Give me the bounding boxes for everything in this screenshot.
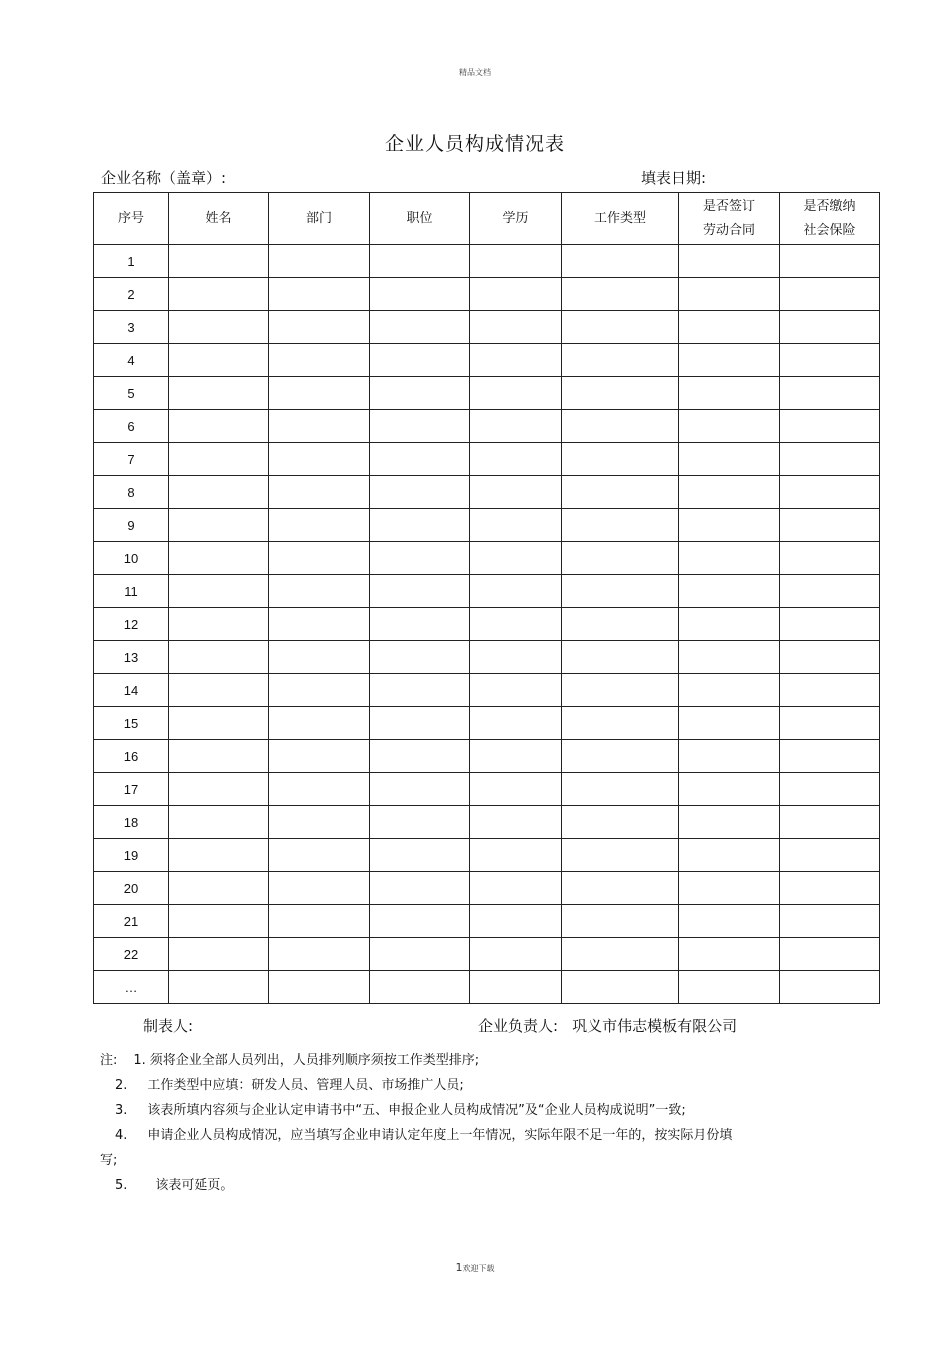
table-row — [94, 542, 880, 575]
row-index: 6 — [94, 410, 169, 443]
cell-department[interactable] — [269, 971, 370, 1004]
cell-work-type[interactable] — [562, 377, 679, 410]
row-index: 7 — [94, 443, 169, 476]
cell-department[interactable] — [269, 773, 370, 806]
cell-social-insurance[interactable] — [780, 839, 880, 872]
note-text-continuation: 写; — [100, 1153, 118, 1168]
cell-labor-contract[interactable] — [679, 344, 780, 377]
cell-labor-contract[interactable] — [679, 905, 780, 938]
note-item — [100, 1098, 790, 1123]
cell-social-insurance[interactable] — [780, 245, 880, 278]
cell-work-type[interactable] — [562, 839, 679, 872]
table-row — [94, 377, 880, 410]
cell-labor-contract[interactable] — [679, 773, 780, 806]
cell-social-insurance[interactable] — [780, 542, 880, 575]
col-header-social-insurance: 是否缴纳 社会保险 — [780, 193, 880, 245]
row-index: 4 — [94, 344, 169, 377]
cell-education[interactable] — [470, 311, 562, 344]
cell-labor-contract[interactable] — [679, 839, 780, 872]
table-row — [94, 608, 880, 641]
cell-education[interactable] — [470, 476, 562, 509]
table-row — [94, 575, 880, 608]
cell-name[interactable] — [169, 278, 269, 311]
note-item-continuation — [100, 1148, 790, 1173]
col-header-index: 序号 — [94, 193, 169, 245]
cell-position[interactable] — [370, 839, 470, 872]
col-header-work-type: 工作类型 — [562, 193, 679, 245]
cell-department[interactable] — [269, 410, 370, 443]
row-index: 5 — [94, 377, 169, 410]
cell-position[interactable] — [370, 806, 470, 839]
cell-name[interactable] — [169, 641, 269, 674]
note-text: 该表可延页。 — [155, 1178, 234, 1193]
col-header-name: 姓名 — [169, 193, 269, 245]
cell-position[interactable] — [370, 707, 470, 740]
footer-text: 欢迎下载 — [462, 1264, 495, 1273]
table-row — [94, 641, 880, 674]
cell-name[interactable] — [169, 509, 269, 542]
cell-labor-contract[interactable] — [679, 542, 780, 575]
table-row — [94, 971, 880, 1004]
cell-education[interactable] — [470, 773, 562, 806]
table-row — [94, 278, 880, 311]
cell-name[interactable] — [169, 872, 269, 905]
page-number: 1 — [455, 1261, 463, 1274]
page-title: 企业人员构成情况表 — [384, 133, 565, 155]
cell-department[interactable] — [269, 641, 370, 674]
page-footer — [0, 1261, 950, 1274]
row-index: 21 — [94, 905, 169, 938]
cell-labor-contract[interactable] — [679, 641, 780, 674]
note-number: 3. — [115, 1103, 128, 1118]
cell-name[interactable] — [169, 608, 269, 641]
note-number: 5. — [115, 1178, 128, 1193]
cell-position[interactable] — [370, 344, 470, 377]
row-index: 2 — [94, 278, 169, 311]
cell-social-insurance[interactable] — [780, 707, 880, 740]
cell-labor-contract[interactable] — [679, 608, 780, 641]
cell-name[interactable] — [169, 443, 269, 476]
cell-work-type[interactable] — [562, 443, 679, 476]
row-index: … — [94, 971, 169, 1004]
cell-work-type[interactable] — [562, 608, 679, 641]
cell-social-insurance[interactable] — [780, 575, 880, 608]
note-item — [100, 1173, 790, 1198]
table-row — [94, 674, 880, 707]
cell-work-type[interactable] — [562, 410, 679, 443]
cell-labor-contract[interactable] — [679, 674, 780, 707]
cell-education[interactable] — [470, 608, 562, 641]
cell-name[interactable] — [169, 245, 269, 278]
cell-social-insurance[interactable] — [780, 410, 880, 443]
row-index: 11 — [94, 575, 169, 608]
cell-work-type[interactable] — [562, 806, 679, 839]
cell-name[interactable] — [169, 311, 269, 344]
cell-work-type[interactable] — [562, 278, 679, 311]
row-index: 1 — [94, 245, 169, 278]
row-index: 14 — [94, 674, 169, 707]
cell-labor-contract[interactable] — [679, 443, 780, 476]
cell-social-insurance[interactable] — [780, 938, 880, 971]
cell-labor-contract[interactable] — [679, 509, 780, 542]
cell-education[interactable] — [470, 377, 562, 410]
cell-department[interactable] — [269, 245, 370, 278]
cell-labor-contract[interactable] — [679, 872, 780, 905]
table-row — [94, 905, 880, 938]
cell-position[interactable] — [370, 773, 470, 806]
cell-department[interactable] — [269, 839, 370, 872]
cell-labor-contract[interactable] — [679, 707, 780, 740]
row-index: 9 — [94, 509, 169, 542]
cell-position[interactable] — [370, 674, 470, 707]
row-index: 22 — [94, 938, 169, 971]
cell-work-type[interactable] — [562, 773, 679, 806]
row-index: 10 — [94, 542, 169, 575]
cell-position[interactable] — [370, 377, 470, 410]
cell-department[interactable] — [269, 575, 370, 608]
cell-position[interactable] — [370, 476, 470, 509]
cell-name[interactable] — [169, 542, 269, 575]
cell-department[interactable] — [269, 905, 370, 938]
note-text: 申请企业人员构成情况，应当填写企业申请认定年度上一年情况，实际年限不足一年的，按实际月份填 — [147, 1128, 733, 1143]
col-header-education: 学历 — [470, 193, 562, 245]
cell-social-insurance[interactable] — [780, 872, 880, 905]
cell-labor-contract[interactable] — [679, 311, 780, 344]
cell-position[interactable] — [370, 872, 470, 905]
row-index: 16 — [94, 740, 169, 773]
table-row — [94, 509, 880, 542]
cell-education[interactable] — [470, 839, 562, 872]
cell-social-insurance[interactable] — [780, 509, 880, 542]
cell-work-type[interactable] — [562, 641, 679, 674]
cell-education[interactable] — [470, 674, 562, 707]
company-owner-label: 企业负责人: — [478, 1017, 559, 1035]
cell-social-insurance[interactable] — [780, 971, 880, 1004]
cell-social-insurance[interactable] — [780, 905, 880, 938]
cell-work-type[interactable] — [562, 905, 679, 938]
cell-education[interactable] — [470, 443, 562, 476]
row-index: 12 — [94, 608, 169, 641]
cell-name[interactable] — [169, 410, 269, 443]
cell-education[interactable] — [470, 740, 562, 773]
col-header-department: 部门 — [269, 193, 370, 245]
cell-department[interactable] — [269, 740, 370, 773]
cell-labor-contract[interactable] — [679, 410, 780, 443]
cell-position[interactable] — [370, 410, 470, 443]
cell-position[interactable] — [370, 938, 470, 971]
table-header-row — [94, 193, 880, 245]
note-number: 2. — [115, 1078, 128, 1093]
row-index: 17 — [94, 773, 169, 806]
cell-department[interactable] — [269, 806, 370, 839]
cell-education[interactable] — [470, 641, 562, 674]
cell-name[interactable] — [169, 707, 269, 740]
table-row — [94, 410, 880, 443]
table-row — [94, 476, 880, 509]
cell-department[interactable] — [269, 938, 370, 971]
cell-department[interactable] — [269, 344, 370, 377]
cell-position[interactable] — [370, 608, 470, 641]
cell-name[interactable] — [169, 938, 269, 971]
cell-labor-contract[interactable] — [679, 575, 780, 608]
cell-social-insurance[interactable] — [780, 476, 880, 509]
cell-education[interactable] — [470, 938, 562, 971]
cell-position[interactable] — [370, 575, 470, 608]
cell-name[interactable] — [169, 377, 269, 410]
cell-social-insurance[interactable] — [780, 278, 880, 311]
cell-work-type[interactable] — [562, 344, 679, 377]
table-row — [94, 245, 880, 278]
cell-social-insurance[interactable] — [780, 806, 880, 839]
cell-department[interactable] — [269, 542, 370, 575]
cell-work-type[interactable] — [562, 311, 679, 344]
cell-social-insurance[interactable] — [780, 740, 880, 773]
cell-work-type[interactable] — [562, 476, 679, 509]
table-row — [94, 740, 880, 773]
cell-education[interactable] — [470, 707, 562, 740]
row-index: 19 — [94, 839, 169, 872]
cell-labor-contract[interactable] — [679, 806, 780, 839]
cell-education[interactable] — [470, 905, 562, 938]
company-owner-signature — [478, 1015, 737, 1036]
row-index: 20 — [94, 872, 169, 905]
cell-work-type[interactable] — [562, 971, 679, 1004]
note-item — [100, 1048, 790, 1073]
cell-position[interactable] — [370, 740, 470, 773]
row-index: 18 — [94, 806, 169, 839]
note-item — [100, 1073, 790, 1098]
header-note: 精品文档 — [459, 68, 491, 77]
cell-education[interactable] — [470, 971, 562, 1004]
cell-department[interactable] — [269, 872, 370, 905]
cell-labor-contract[interactable] — [679, 278, 780, 311]
cell-social-insurance[interactable] — [780, 344, 880, 377]
cell-department[interactable] — [269, 443, 370, 476]
cell-department[interactable] — [269, 608, 370, 641]
cell-department[interactable] — [269, 509, 370, 542]
table-row — [94, 344, 880, 377]
cell-department[interactable] — [269, 674, 370, 707]
table-row — [94, 839, 880, 872]
table-row — [94, 707, 880, 740]
company-name-label: 企业名称（盖章）: — [101, 169, 227, 187]
cell-position[interactable] — [370, 971, 470, 1004]
cell-education[interactable] — [470, 872, 562, 905]
cell-position[interactable] — [370, 311, 470, 344]
company-owner-name: 巩义市伟志模板有限公司 — [572, 1017, 738, 1035]
cell-department[interactable] — [269, 278, 370, 311]
note-text: 该表所填内容须与企业认定申请书中“五、申报企业人员构成情况”及“企业人员构成说明”一致; — [147, 1103, 686, 1118]
cell-work-type[interactable] — [562, 938, 679, 971]
cell-name[interactable] — [169, 674, 269, 707]
row-index: 8 — [94, 476, 169, 509]
note-text: 须将企业全部人员列出，人员排列顺序须按工作类型排序; — [149, 1053, 480, 1068]
table-maker-label: 制表人: — [143, 1017, 194, 1035]
cell-social-insurance[interactable] — [780, 608, 880, 641]
cell-department[interactable] — [269, 377, 370, 410]
cell-department[interactable] — [269, 311, 370, 344]
staff-composition-table — [93, 192, 880, 1004]
cell-name[interactable] — [169, 740, 269, 773]
cell-work-type[interactable] — [562, 872, 679, 905]
cell-education[interactable] — [470, 410, 562, 443]
cell-work-type[interactable] — [562, 542, 679, 575]
cell-name[interactable] — [169, 971, 269, 1004]
col-header-labor-contract: 是否签订 劳动合同 — [679, 193, 780, 245]
cell-position[interactable] — [370, 641, 470, 674]
cell-name[interactable] — [169, 905, 269, 938]
cell-labor-contract[interactable] — [679, 476, 780, 509]
cell-social-insurance[interactable] — [780, 674, 880, 707]
cell-position[interactable] — [370, 443, 470, 476]
cell-labor-contract[interactable] — [679, 377, 780, 410]
cell-education[interactable] — [470, 344, 562, 377]
cell-social-insurance[interactable] — [780, 377, 880, 410]
cell-position[interactable] — [370, 905, 470, 938]
cell-position[interactable] — [370, 542, 470, 575]
cell-department[interactable] — [269, 707, 370, 740]
table-row — [94, 872, 880, 905]
cell-social-insurance[interactable] — [780, 311, 880, 344]
cell-work-type[interactable] — [562, 575, 679, 608]
cell-labor-contract[interactable] — [679, 971, 780, 1004]
cell-education[interactable] — [470, 575, 562, 608]
cell-name[interactable] — [169, 839, 269, 872]
notes-prefix: 注: — [100, 1053, 118, 1068]
cell-social-insurance[interactable] — [780, 641, 880, 674]
cell-name[interactable] — [169, 575, 269, 608]
cell-social-insurance[interactable] — [780, 773, 880, 806]
table-row — [94, 938, 880, 971]
cell-work-type[interactable] — [562, 674, 679, 707]
cell-position[interactable] — [370, 509, 470, 542]
note-number: 4. — [115, 1128, 128, 1143]
cell-education[interactable] — [470, 542, 562, 575]
note-number: 1. — [133, 1053, 146, 1068]
table-row — [94, 311, 880, 344]
cell-work-type[interactable] — [562, 509, 679, 542]
cell-work-type[interactable] — [562, 245, 679, 278]
cell-education[interactable] — [470, 509, 562, 542]
cell-name[interactable] — [169, 806, 269, 839]
cell-position[interactable] — [370, 278, 470, 311]
row-index: 15 — [94, 707, 169, 740]
notes-section — [100, 1048, 790, 1198]
cell-position[interactable] — [370, 245, 470, 278]
table-row — [94, 806, 880, 839]
note-item — [100, 1123, 790, 1148]
col-header-position: 职位 — [370, 193, 470, 245]
cell-education[interactable] — [470, 245, 562, 278]
cell-labor-contract[interactable] — [679, 245, 780, 278]
table-row — [94, 443, 880, 476]
cell-education[interactable] — [470, 278, 562, 311]
cell-name[interactable] — [169, 476, 269, 509]
table-row — [94, 773, 880, 806]
cell-department[interactable] — [269, 476, 370, 509]
cell-work-type[interactable] — [562, 707, 679, 740]
cell-labor-contract[interactable] — [679, 740, 780, 773]
note-text: 工作类型中应填：研发人员、管理人员、市场推广人员; — [147, 1078, 464, 1093]
cell-name[interactable] — [169, 344, 269, 377]
cell-name[interactable] — [169, 773, 269, 806]
row-index: 13 — [94, 641, 169, 674]
cell-social-insurance[interactable] — [780, 443, 880, 476]
row-index: 3 — [94, 311, 169, 344]
fill-date-label: 填表日期: — [641, 169, 707, 187]
cell-labor-contract[interactable] — [679, 938, 780, 971]
cell-education[interactable] — [470, 806, 562, 839]
cell-work-type[interactable] — [562, 740, 679, 773]
